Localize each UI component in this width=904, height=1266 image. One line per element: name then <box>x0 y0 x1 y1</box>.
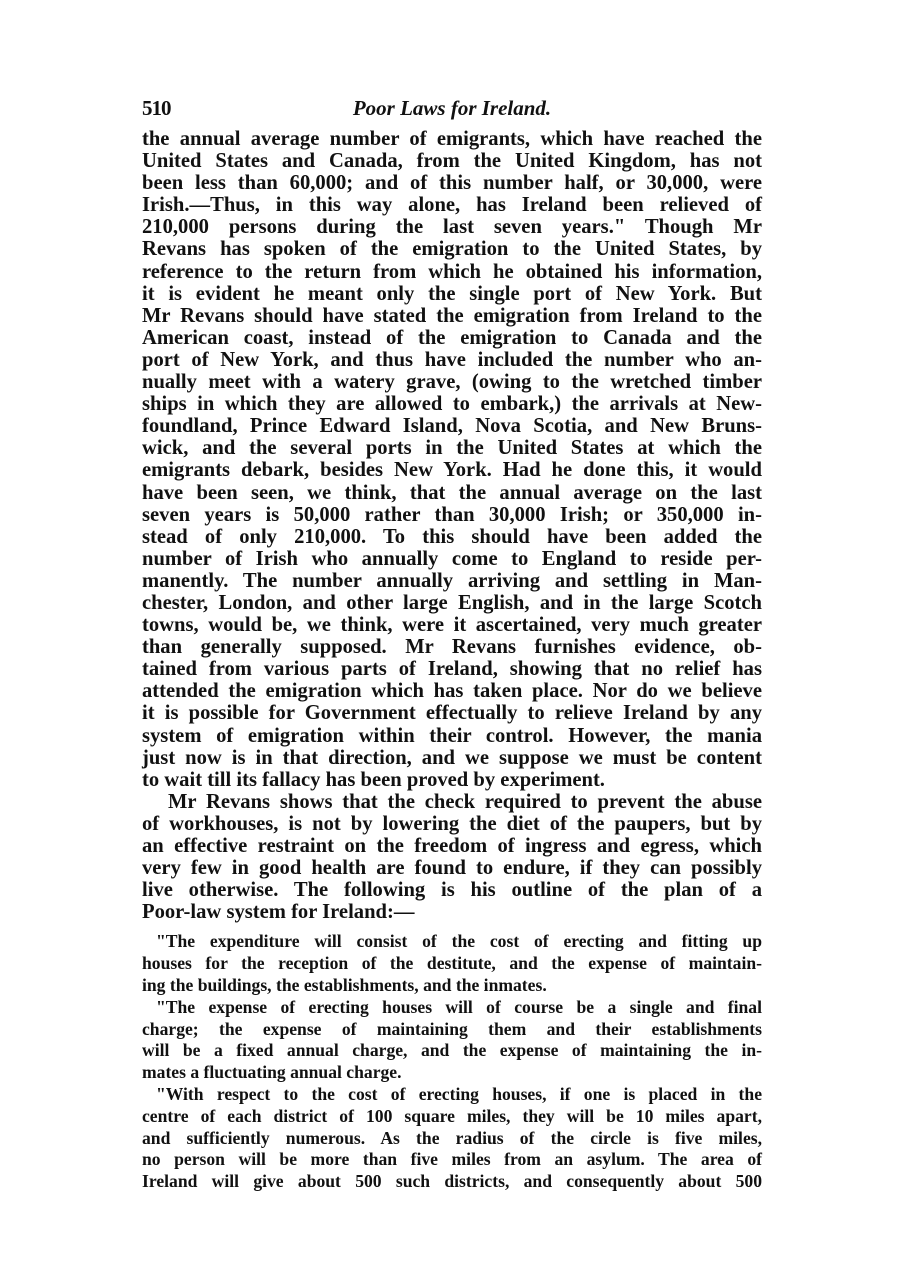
text-line: port of New York, and thus have included the number who an- <box>142 348 762 371</box>
quote-paragraph-cost <box>142 1084 762 1193</box>
text-line: an effective restraint on the freedom of ingress and egress, which <box>142 835 762 857</box>
text-line: foundland, Prince Edward Island, Nova Scotia, and New Bruns- <box>142 415 762 438</box>
paragraph-emigration <box>142 128 762 791</box>
quote-paragraph-expense <box>142 997 762 1084</box>
running-head <box>142 96 762 126</box>
text-line: number of Irish who annually come to England to reside per- <box>142 547 762 570</box>
text-line: stead of only 210,000. To this should have been added the <box>142 525 762 548</box>
text-line: seven years is 50,000 rather than 30,000 Irish; or 350,000 in- <box>142 503 762 526</box>
text-line: than generally supposed. Mr Revans furnishes evidence, ob- <box>142 636 762 659</box>
text-line: to wait till its fallacy has been proved by experiment. <box>142 768 605 791</box>
text-line: manently. The number annually arriving and settling in Man- <box>142 569 762 592</box>
book-page <box>142 96 762 1193</box>
text-line: "The expense of erecting houses will of course be a single and final <box>156 996 762 1017</box>
text-line: Poor-law system for Ireland:— <box>142 901 415 924</box>
text-line: have been seen, we think, that the annual average on the last <box>142 481 762 504</box>
text-line: just now is in that direction, and we suppose we must be content <box>142 746 762 769</box>
text-line: mates a fluctuating annual charge. <box>142 1062 402 1083</box>
text-line: charge; the expense of maintaining them and their establishments <box>142 1018 762 1039</box>
text-line: Revans has spoken of the emigration to the United States, by <box>142 238 762 261</box>
text-line: American coast, instead of the emigration to Canada and the <box>142 326 762 349</box>
text-line: it is evident he meant only the single port of New York. But <box>142 282 762 305</box>
page-number: 510 <box>142 96 171 120</box>
text-line: ships in which they are allowed to embark,) the arrivals at New- <box>142 393 762 416</box>
main-text <box>142 128 762 923</box>
text-line: towns, would be, we think, were it ascertained, very much greater <box>142 614 762 637</box>
text-line: centre of each district of 100 square miles, they will be 10 miles apart, <box>142 1105 762 1126</box>
text-line: and sufficiently numerous. As the radius of the circle is five miles, <box>142 1127 762 1148</box>
text-line: of workhouses, is not by lowering the diet of the paupers, but by <box>142 812 762 835</box>
text-line: houses for the reception of the destitute, and the expense of maintain- <box>142 953 762 974</box>
text-line: will be a fixed annual charge, and the expense of maintaining the in- <box>142 1040 762 1061</box>
text-line: "The expenditure will consist of the cost of erecting and fitting up <box>156 931 762 952</box>
text-line: no person will be more than five miles from an asylum. The area of <box>142 1149 762 1170</box>
text-line: emigrants debark, besides New York. Had he done this, it would <box>142 459 762 482</box>
text-line: live otherwise. The following is his outline of the plan of a <box>142 879 762 902</box>
text-line: been less than 60,000; and of this number half, or 30,000, were <box>142 172 762 195</box>
text-line: "With respect to the cost of erecting houses, if one is placed in the <box>156 1083 762 1104</box>
paragraph-workhouses <box>142 791 762 924</box>
text-line: the annual average number of emigrants, which have reached the <box>142 128 762 150</box>
text-line: it is possible for Government effectually to relieve Ireland by any <box>142 702 762 725</box>
text-line: Irish.—Thus, in this way alone, has Ireland been relieved of <box>142 194 762 217</box>
text-line: attended the emigration which has taken place. Nor do we believe <box>142 680 762 703</box>
text-line: 210,000 persons during the last seven years." Though Mr <box>142 216 762 239</box>
text-line: chester, London, and other large English, and in the large Scotch <box>142 591 762 614</box>
text-line: wick, and the several ports in the United States at which the <box>142 437 762 460</box>
text-line: Mr Revans should have stated the emigration from Ireland to the <box>142 304 762 327</box>
text-line: system of emigration within their control. However, the mania <box>142 724 762 747</box>
text-line: very few in good health are found to endure, if they can possibly <box>142 857 762 880</box>
text-line: Ireland will give about 500 such districts, and consequently about 500 <box>142 1171 762 1192</box>
text-line: United States and Canada, from the United Kingdom, has not <box>142 150 762 173</box>
text-line: ing the buildings, the establishments, and the inmates. <box>142 974 547 995</box>
block-quote <box>142 931 762 1193</box>
quote-paragraph-expenditure <box>142 931 762 996</box>
text-line: nually meet with a watery grave, (owing to the wretched timber <box>142 371 762 394</box>
text-line: reference to the return from which he obtained his information, <box>142 260 762 283</box>
running-title: Poor Laws for Ireland. <box>352 96 552 120</box>
text-line: tained from various parts of Ireland, showing that no relief has <box>142 658 762 681</box>
text-line: Mr Revans shows that the check required to prevent the abuse <box>168 790 762 813</box>
